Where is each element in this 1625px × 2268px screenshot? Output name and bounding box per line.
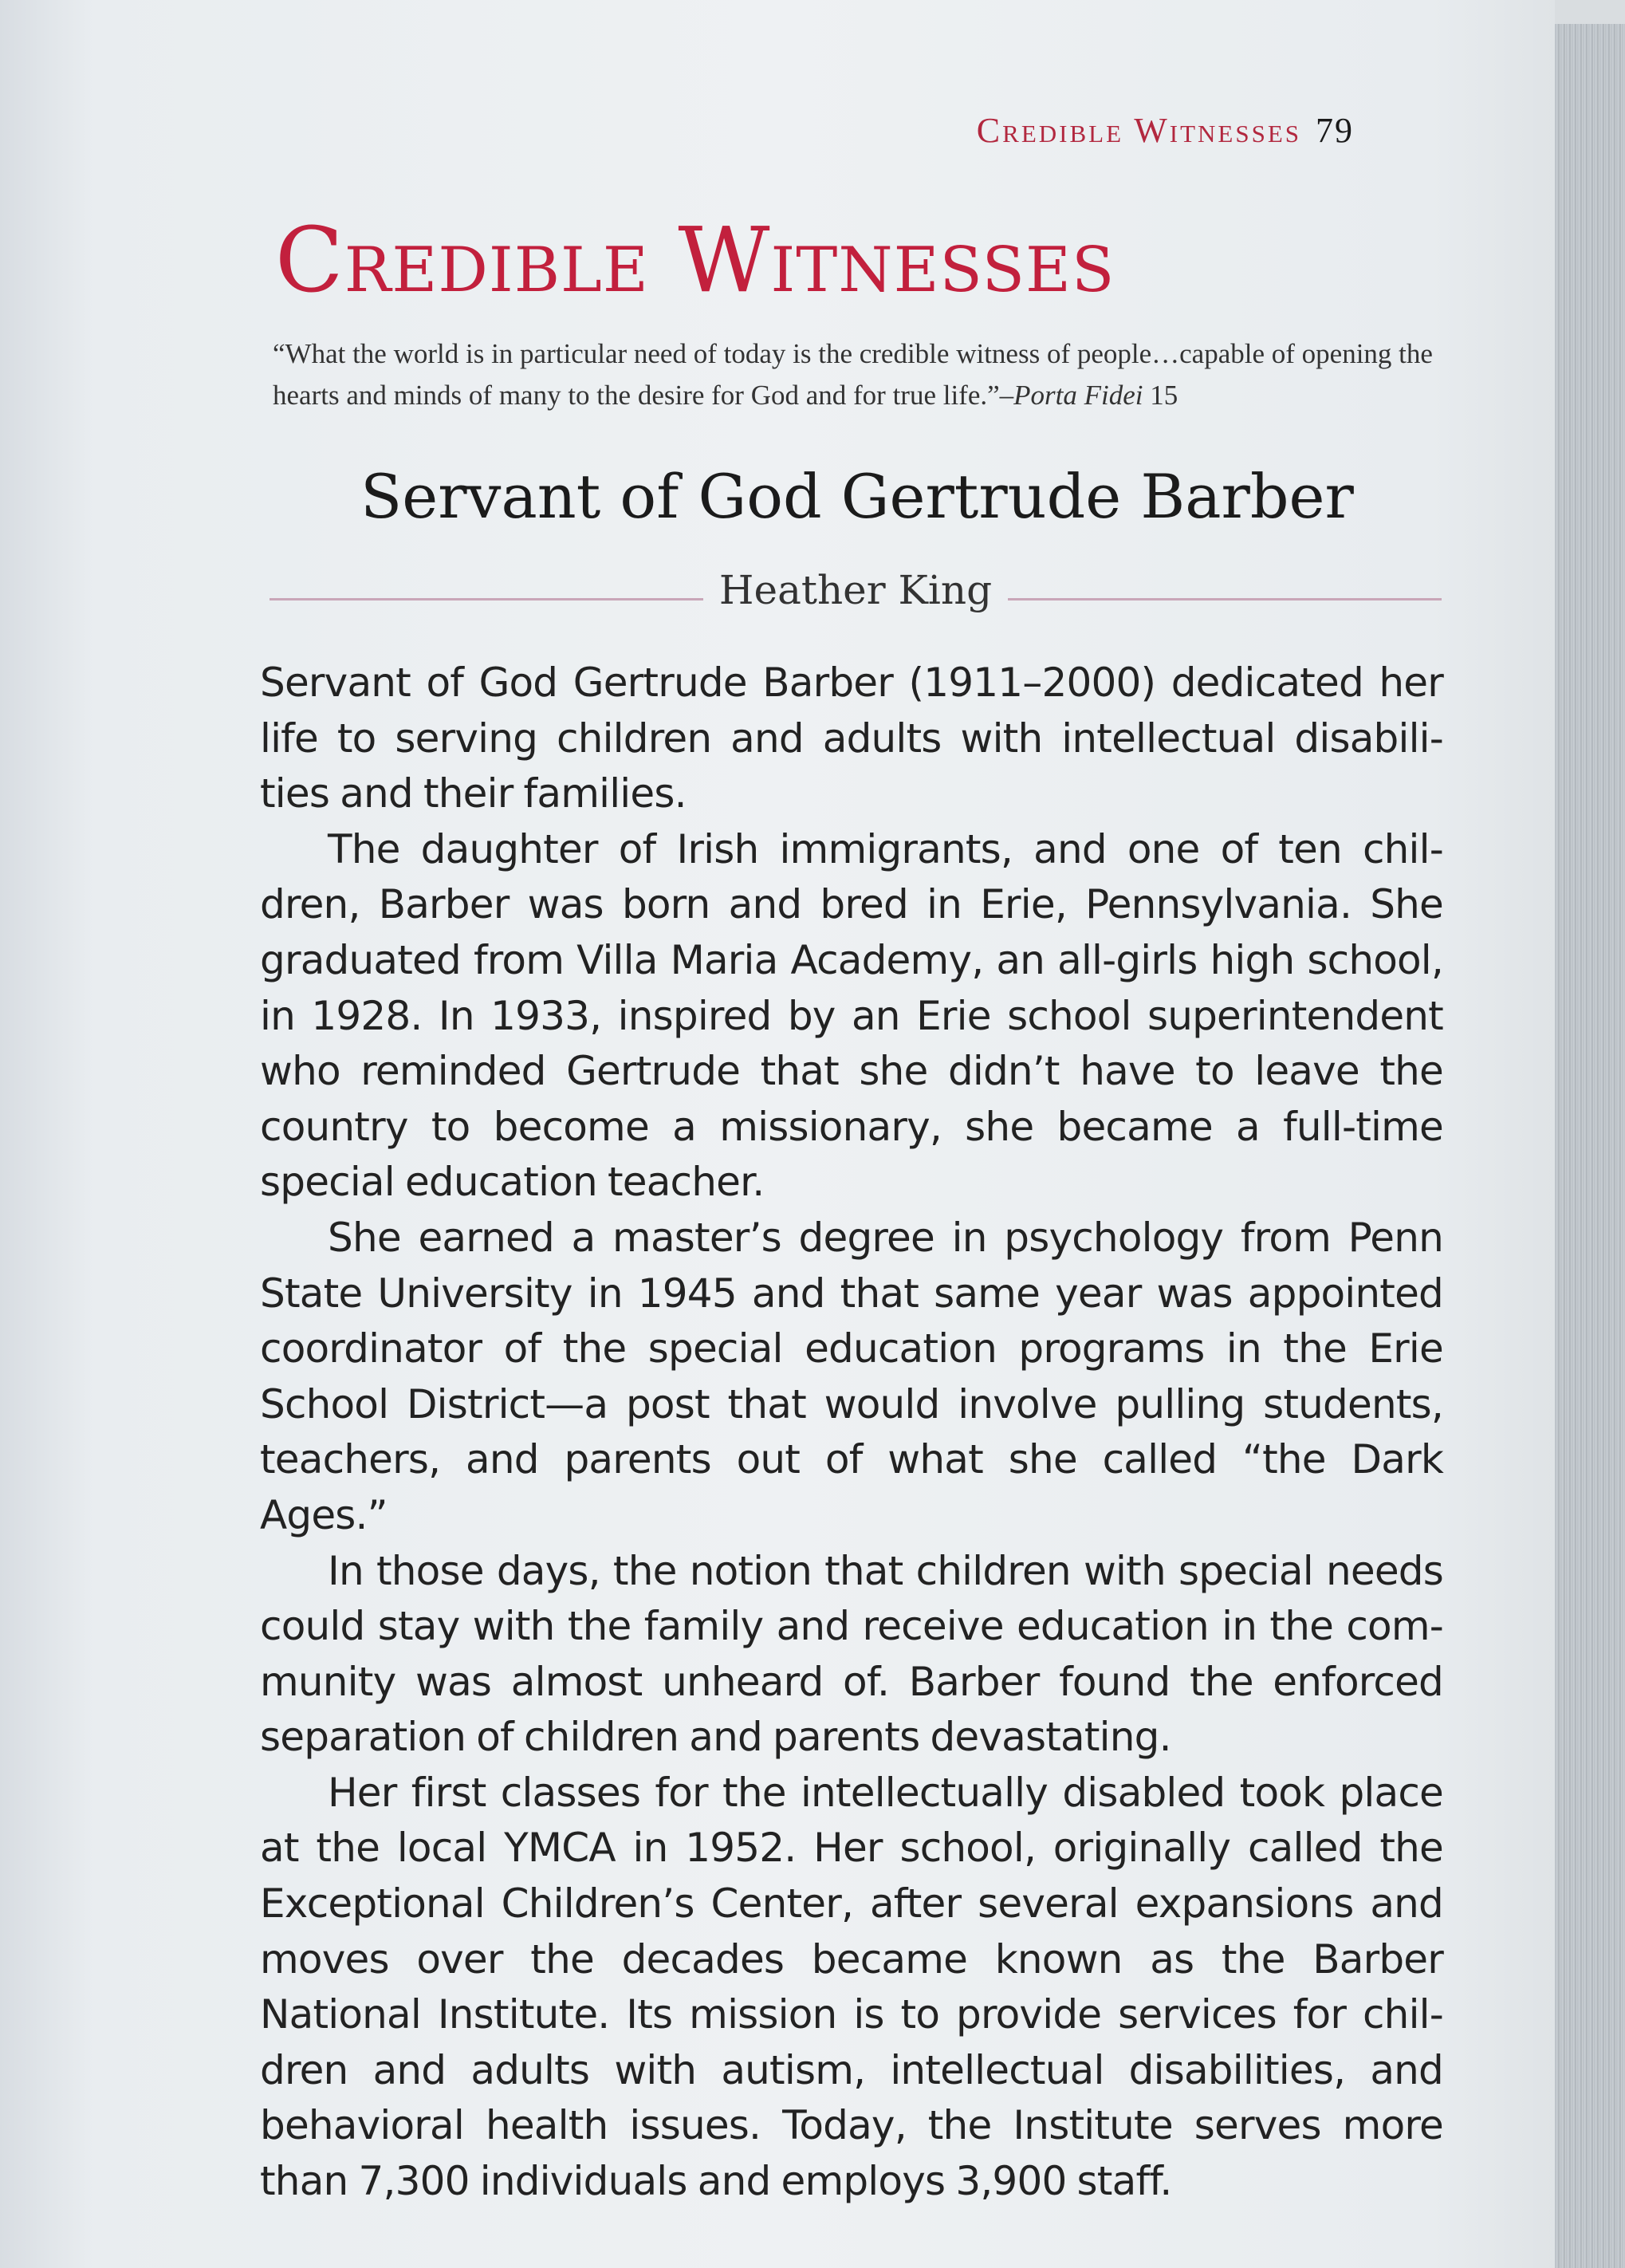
running-head [977, 110, 1354, 151]
paragraph: Her first classes for the intellectually disabled took place at the local YMCA in 1952. Her school, originally called the Exceptional Children’s Center, after several expansions and moves over the decades became known as the Barber National Institute. Its mission is to provide services for chil-dren and adults with autism, intellectual disabilities, and behavioral health issues. Today, the Institute serves more than 7,300 individuals and employs 3,900 staff. [260, 1769, 1443, 2205]
paragraph: The daughter of Irish immigrants, and one of ten chil-dren, Barber was born and bred in Erie, Pennsylvania. She graduated from Villa Maria Academy, an all-girls high school, in 1928. In 1933, inspired by an Erie school superintendent who reminded Gertrude that she didn’t have to leave the country to become a missionary, she became a full-time special education teacher. [260, 825, 1443, 1206]
page-edges [1555, 24, 1625, 2268]
paragraph: In those days, the notion that children with special needs could stay with the family and receive education in the com-munity was almost unheard of. Barber found the enforced separation of children and parents devastating. [260, 1547, 1443, 1761]
byline-rule-left [270, 598, 703, 600]
article-title: Servant of God Gertrude Barber [360, 461, 1354, 532]
epigraph-citation: Porta Fidei [1013, 380, 1143, 411]
page-number: 79 [1316, 111, 1354, 150]
epigraph-quote: “What the world is in particular need of today is the credible witness of people…capable of opening the hearts and minds of many to the desire for God and for true life.” [273, 338, 1433, 411]
section-title: Credible Witnesses [275, 209, 1115, 313]
epigraph [273, 333, 1445, 416]
paragraph: Servant of God Gertrude Barber (1911–2000) dedicated her life to serving children and adults with intellectual disabili-ties and their families. [260, 660, 1443, 817]
author-name: Heather King [718, 567, 993, 613]
running-head-section: Credible Witnesses [976, 111, 1301, 150]
article-body [260, 656, 1443, 2210]
epigraph-citation-dash: – [999, 380, 1014, 411]
paragraph: She earned a master’s degree in psychology from Penn State University in 1945 and that same year was appointed coordinator of the special education programs in the Erie School District—a post that would involve pulling students, teachers, and parents out of what she called “the Dark Ages.” [260, 1214, 1443, 1538]
epigraph-citation-number: 15 [1143, 380, 1178, 411]
byline [270, 562, 1442, 618]
byline-rule-right [1008, 598, 1442, 600]
